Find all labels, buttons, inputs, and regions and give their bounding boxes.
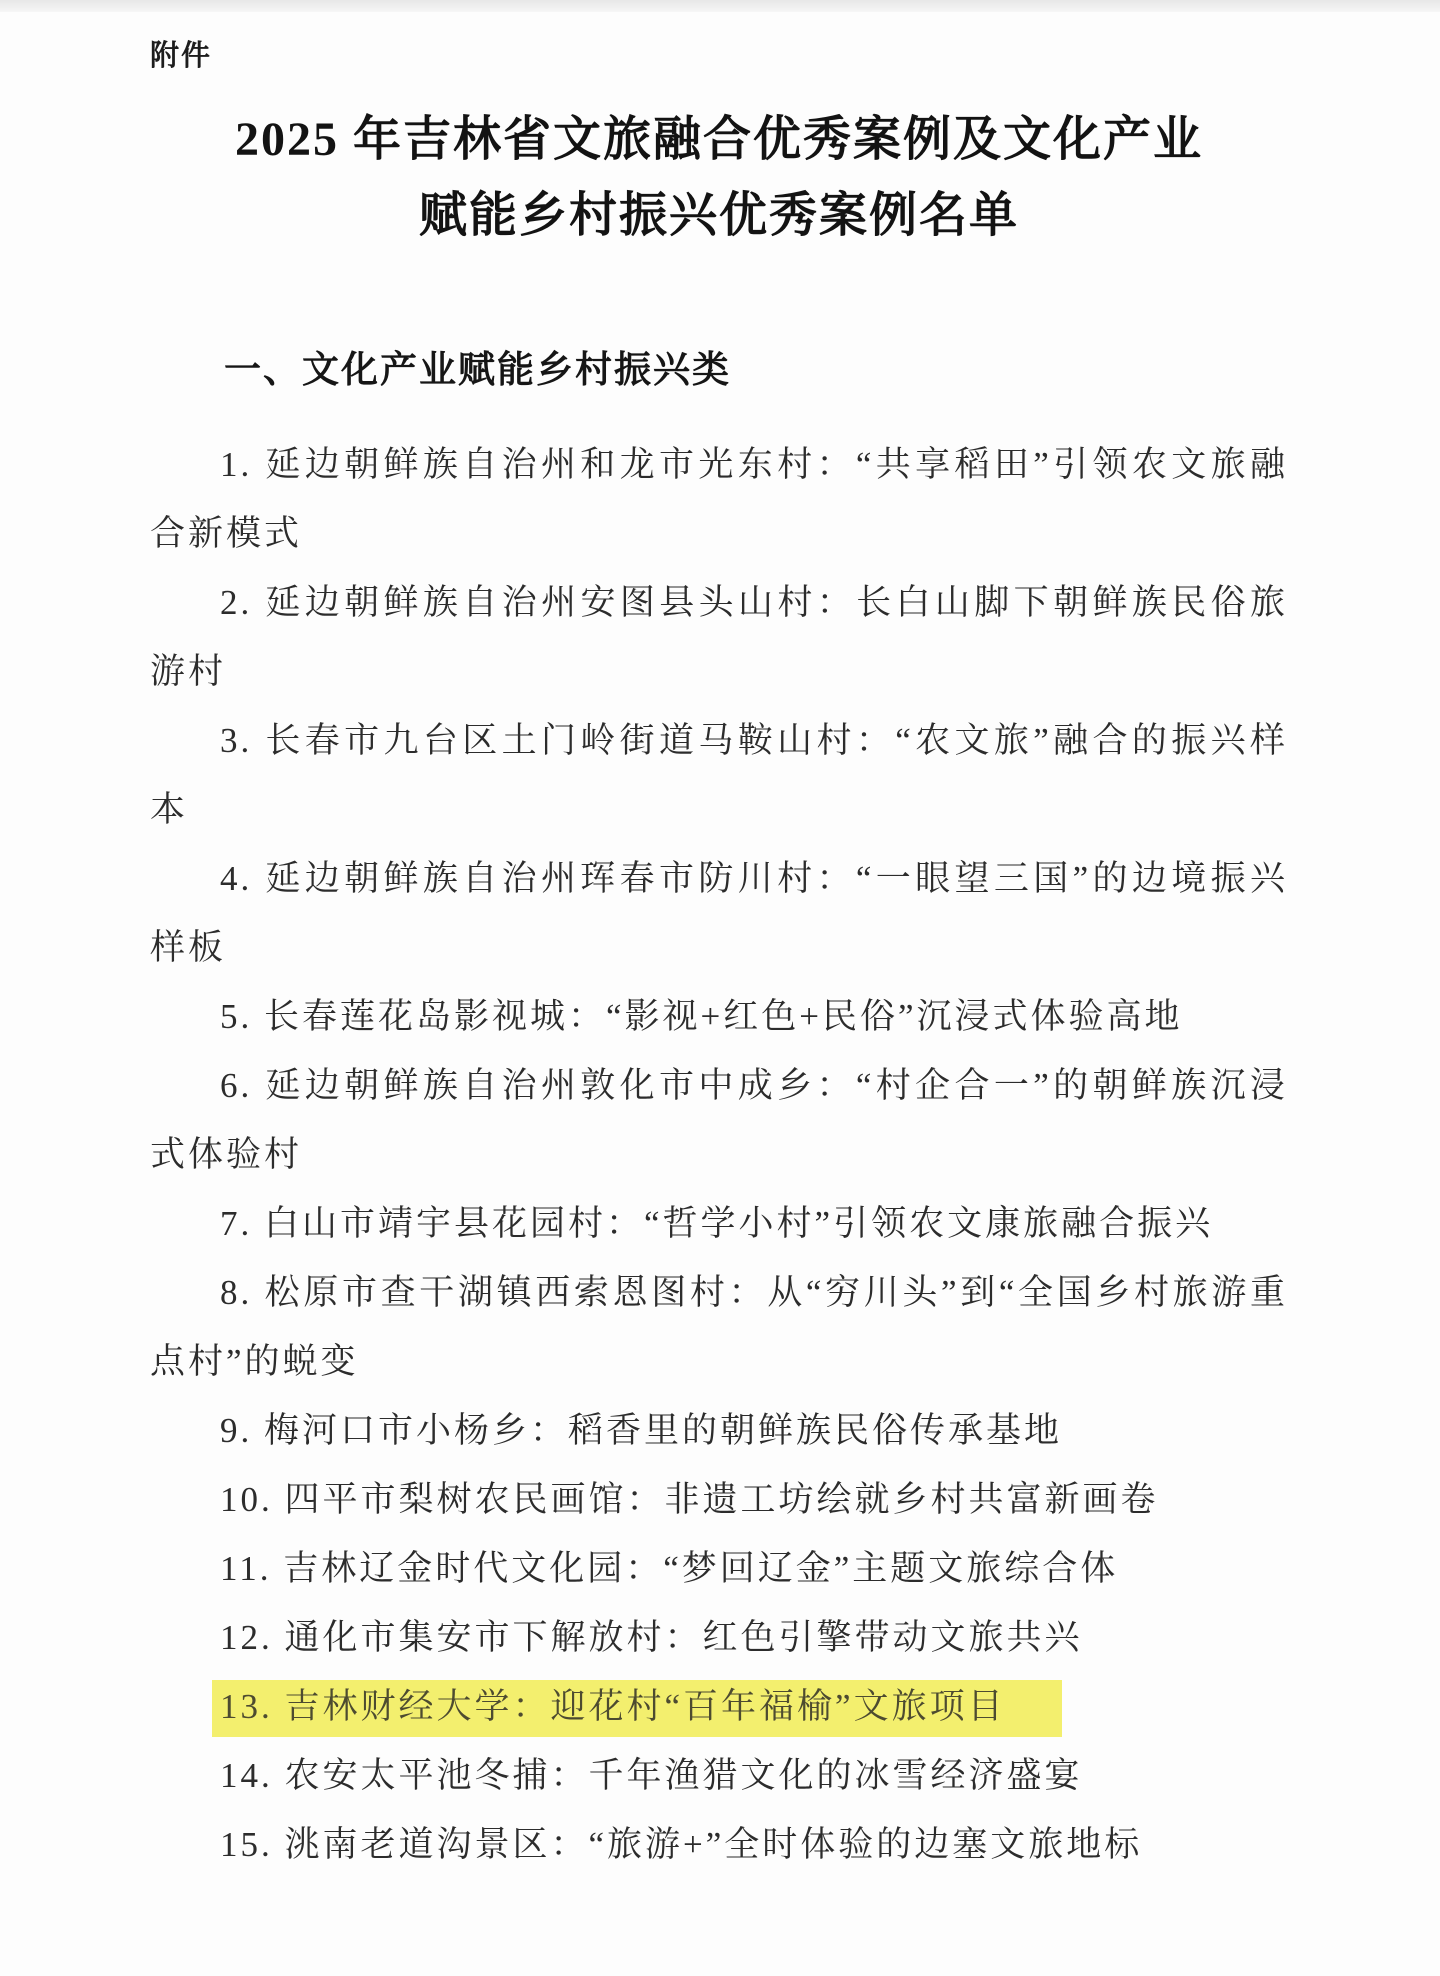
title-line-2: 赋能乡村振兴优秀案例名单 [418, 189, 1019, 242]
list-item [150, 1465, 1288, 1534]
list-item [150, 430, 1288, 568]
list-item-text: 6. 延边朝鲜族自治州敦化市中成乡：“村企合一”的朝鲜族沉浸式体验村 [150, 1066, 1288, 1174]
list-item [150, 1741, 1288, 1810]
list-item-text: 10. 四平市梨树农民画馆：非遗工坊绘就乡村共富新画卷 [220, 1480, 1159, 1519]
list-item [150, 1534, 1288, 1603]
highlighted-case: 13. 吉林财经大学：迎花村“百年福榆”文旅项目 [212, 1680, 1062, 1737]
list-item [150, 1672, 1288, 1741]
list-item [150, 982, 1288, 1051]
list-item-text: 9. 梅河口市小杨乡：稻香里的朝鲜族民俗传承基地 [220, 1411, 1063, 1450]
list-item [150, 1396, 1288, 1465]
list-item [150, 1051, 1288, 1189]
list-item [150, 1258, 1288, 1396]
list-item-text: 15. 洮南老道沟景区：“旅游+”全时体验的边塞文旅地标 [220, 1825, 1143, 1864]
list-item-text: 11. 吉林辽金时代文化园：“梦回辽金”主题文旅综合体 [220, 1549, 1119, 1588]
list-item-text: 4. 延边朝鲜族自治州珲春市防川村：“一眼望三国”的边境振兴样板 [150, 859, 1288, 967]
page-top-edge [0, 0, 1440, 12]
section-heading: 一、文化产业赋能乡村振兴类 [224, 349, 731, 390]
title-line-1: 2025 年吉林省文旅融合优秀案例及文化产业 [234, 113, 1203, 166]
case-list [150, 430, 1288, 1879]
document-title [150, 102, 1288, 254]
list-item-text: 1. 延边朝鲜族自治州和龙市光东村：“共享稻田”引领农文旅融合新模式 [150, 445, 1288, 553]
list-item [150, 1603, 1288, 1672]
list-item-text: 2. 延边朝鲜族自治州安图县头山村：长白山脚下朝鲜族民俗旅游村 [150, 583, 1288, 691]
list-item [150, 1810, 1288, 1879]
list-item [150, 706, 1288, 844]
list-item-text: 14. 农安太平池冬捕：千年渔猎文化的冰雪经济盛宴 [220, 1756, 1083, 1795]
list-item [150, 844, 1288, 982]
attachment-label: 附件 [150, 40, 213, 72]
list-item-text: 7. 白山市靖宇县花园村：“哲学小村”引领农文康旅融合振兴 [220, 1204, 1214, 1243]
list-item [150, 568, 1288, 706]
list-item-text: 3. 长春市九台区土门岭街道马鞍山村：“农文旅”融合的振兴样本 [150, 721, 1288, 829]
list-item-text: 8. 松原市查干湖镇西索恩图村：从“穷川头”到“全国乡村旅游重点村”的蜕变 [150, 1273, 1288, 1381]
list-item-text: 5. 长春莲花岛影视城：“影视+红色+民俗”沉浸式体验高地 [220, 997, 1183, 1036]
list-item-text: 12. 通化市集安市下解放村：红色引擎带动文旅共兴 [220, 1618, 1083, 1657]
list-item [150, 1189, 1288, 1258]
